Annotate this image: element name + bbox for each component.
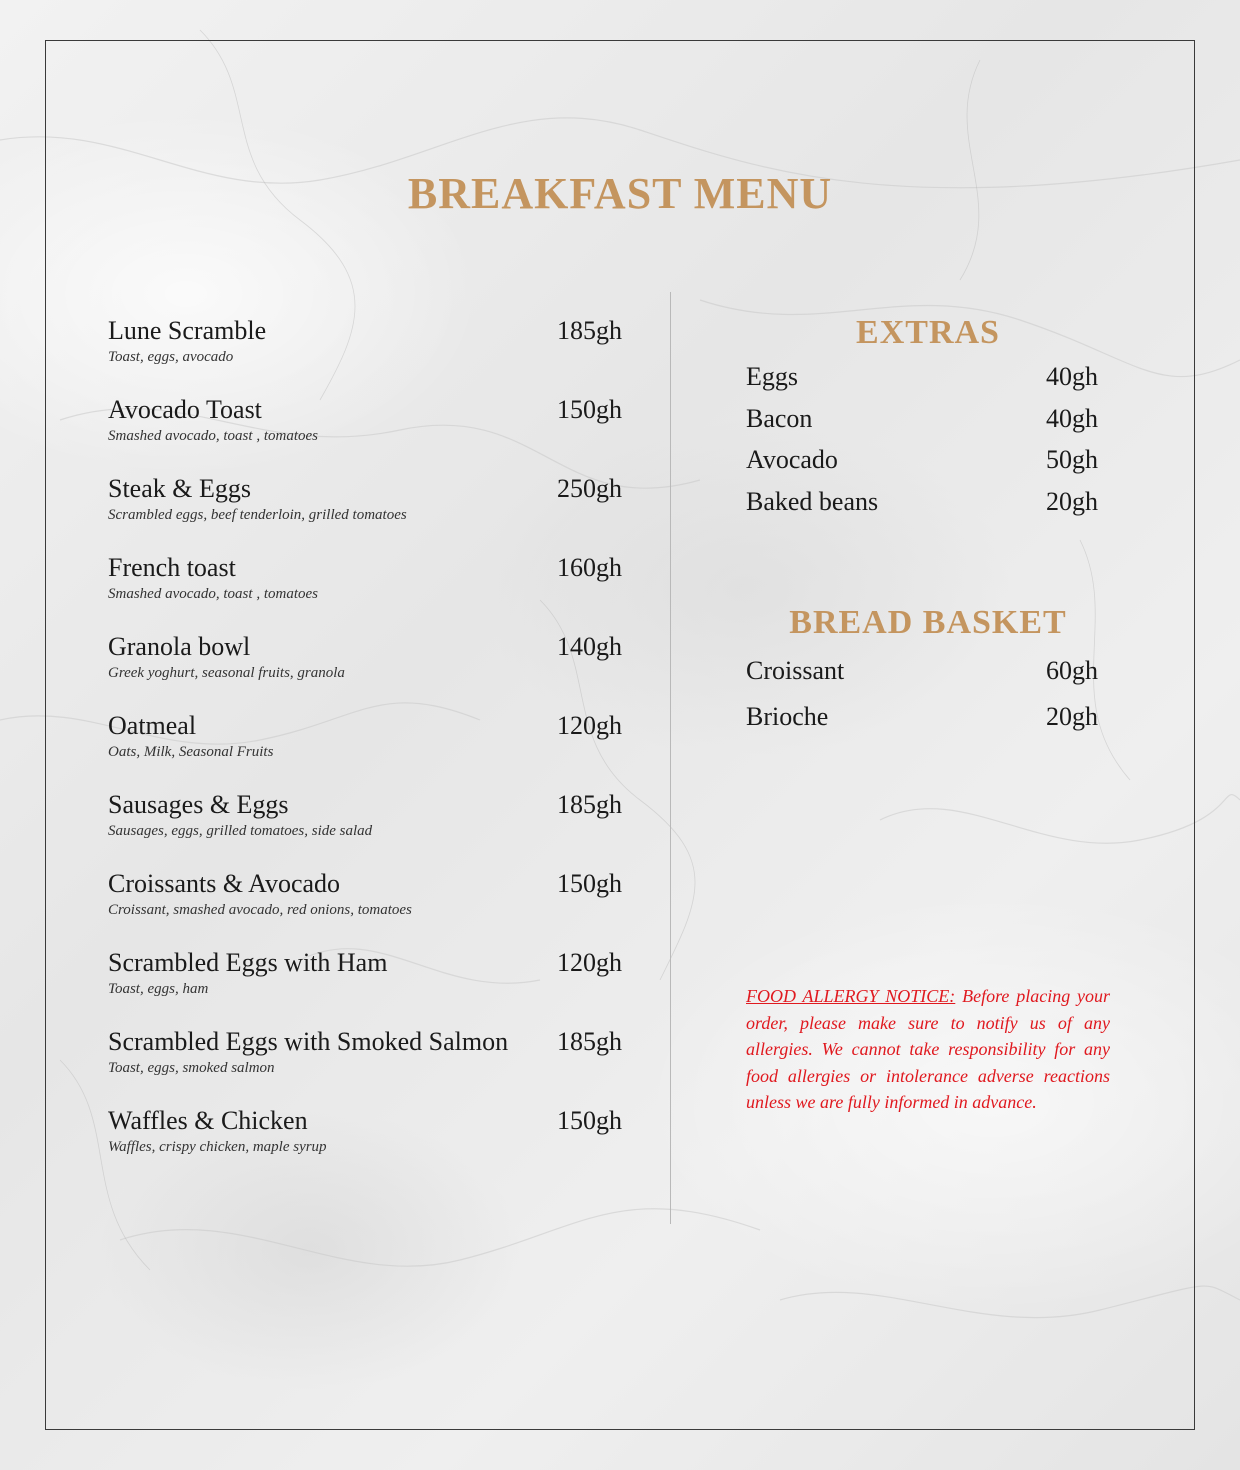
- item-description: Waffles, crispy chicken, maple syrup: [108, 1139, 327, 1155]
- menu-item: [108, 948, 628, 1027]
- menu-item: [108, 316, 628, 395]
- extras-item-name: Baked beans: [746, 486, 879, 516]
- extras-item-price: 40gh: [1046, 403, 1098, 433]
- item-description: Smashed avocado, toast , tomatoes: [108, 428, 318, 444]
- item-description: Toast, eggs, avocado: [108, 349, 234, 365]
- menu-item: [108, 474, 628, 553]
- bread-item: [746, 656, 1098, 702]
- item-description: Toast, eggs, smoked salmon: [108, 1060, 275, 1076]
- item-price: 185gh: [557, 790, 622, 819]
- menu-title: BREAKFAST MENU: [407, 169, 833, 218]
- extras-item: [746, 362, 1098, 404]
- menu-item: [108, 632, 628, 711]
- item-price: 185gh: [557, 316, 622, 345]
- item-price: 160gh: [557, 553, 622, 582]
- item-price: 250gh: [557, 474, 622, 503]
- bread-basket-heading: BREAD BASKET: [789, 604, 1067, 641]
- item-name: Avocado Toast: [108, 395, 262, 424]
- item-description: Toast, eggs, ham: [108, 981, 209, 997]
- item-name: Croissants & Avocado: [108, 869, 341, 898]
- extras-heading: EXTRAS: [856, 314, 1000, 351]
- item-name: Scrambled Eggs with Ham: [108, 948, 388, 977]
- item-name: Waffles & Chicken: [108, 1106, 308, 1135]
- item-description: Croissant, smashed avocado, red onions, tomatoes: [108, 902, 412, 918]
- extras-item-price: 50gh: [1046, 445, 1098, 474]
- bread-item-price: 20gh: [1046, 702, 1098, 731]
- item-price: 150gh: [557, 1106, 622, 1135]
- menu-item: [108, 1027, 628, 1106]
- extras-item-name: Bacon: [746, 403, 813, 433]
- column-divider: [670, 292, 671, 1224]
- extras-item-name: Avocado: [746, 445, 838, 474]
- item-price: 185gh: [557, 1027, 622, 1056]
- extras-item: [746, 487, 1098, 529]
- allergy-notice-label: FOOD ALLERGY NOTICE:: [746, 986, 956, 1006]
- bread-item: [746, 702, 1098, 748]
- item-name: Steak & Eggs: [108, 474, 251, 503]
- item-description: Sausages, eggs, grilled tomatoes, side salad: [108, 823, 373, 839]
- extras-item-price: 40gh: [1046, 362, 1098, 391]
- allergy-notice: [746, 983, 1110, 1116]
- extras-list: [746, 362, 1098, 528]
- item-name: Granola bowl: [108, 632, 251, 661]
- item-description: Greek yoghurt, seasonal fruits, granola: [108, 665, 345, 681]
- item-description: Scrambled eggs, beef tenderloin, grilled tomatoes: [108, 507, 407, 523]
- extras-item-name: Eggs: [746, 362, 798, 391]
- item-name: Sausages & Eggs: [108, 790, 289, 819]
- extras-item-price: 20gh: [1046, 486, 1098, 516]
- item-price: 140gh: [557, 632, 622, 661]
- item-price: 150gh: [557, 395, 622, 424]
- menu-item: [108, 395, 628, 474]
- item-price: 120gh: [557, 948, 622, 977]
- bread-item-price: 60gh: [1046, 656, 1098, 685]
- item-description: Oats, Milk, Seasonal Fruits: [108, 744, 274, 760]
- extras-item: [746, 445, 1098, 487]
- menu-item: [108, 790, 628, 869]
- item-description: Smashed avocado, toast , tomatoes: [108, 586, 318, 602]
- menu-item: [108, 1106, 628, 1185]
- bread-item-name: Brioche: [746, 702, 829, 731]
- menu-item: [108, 869, 628, 948]
- item-price: 120gh: [557, 711, 622, 740]
- bread-basket-list: [746, 656, 1098, 748]
- bread-item-name: Croissant: [746, 656, 845, 685]
- item-name: Lune Scramble: [108, 316, 267, 345]
- menu-item: [108, 711, 628, 790]
- extras-item: [746, 404, 1098, 446]
- menu-item: [108, 553, 628, 632]
- main-menu-list: [108, 316, 628, 1185]
- item-price: 150gh: [557, 869, 622, 898]
- item-name: Scrambled Eggs with Smoked Salmon: [108, 1027, 509, 1056]
- item-name: Oatmeal: [108, 711, 197, 740]
- allergy-notice-text: Before placing your order, please make sure to notify us of any allergies. We cannot take responsibility for any food allergies or intolerance adverse reactions unless we are fully informed in advance.: [746, 986, 1110, 1112]
- item-name: French toast: [108, 553, 236, 582]
